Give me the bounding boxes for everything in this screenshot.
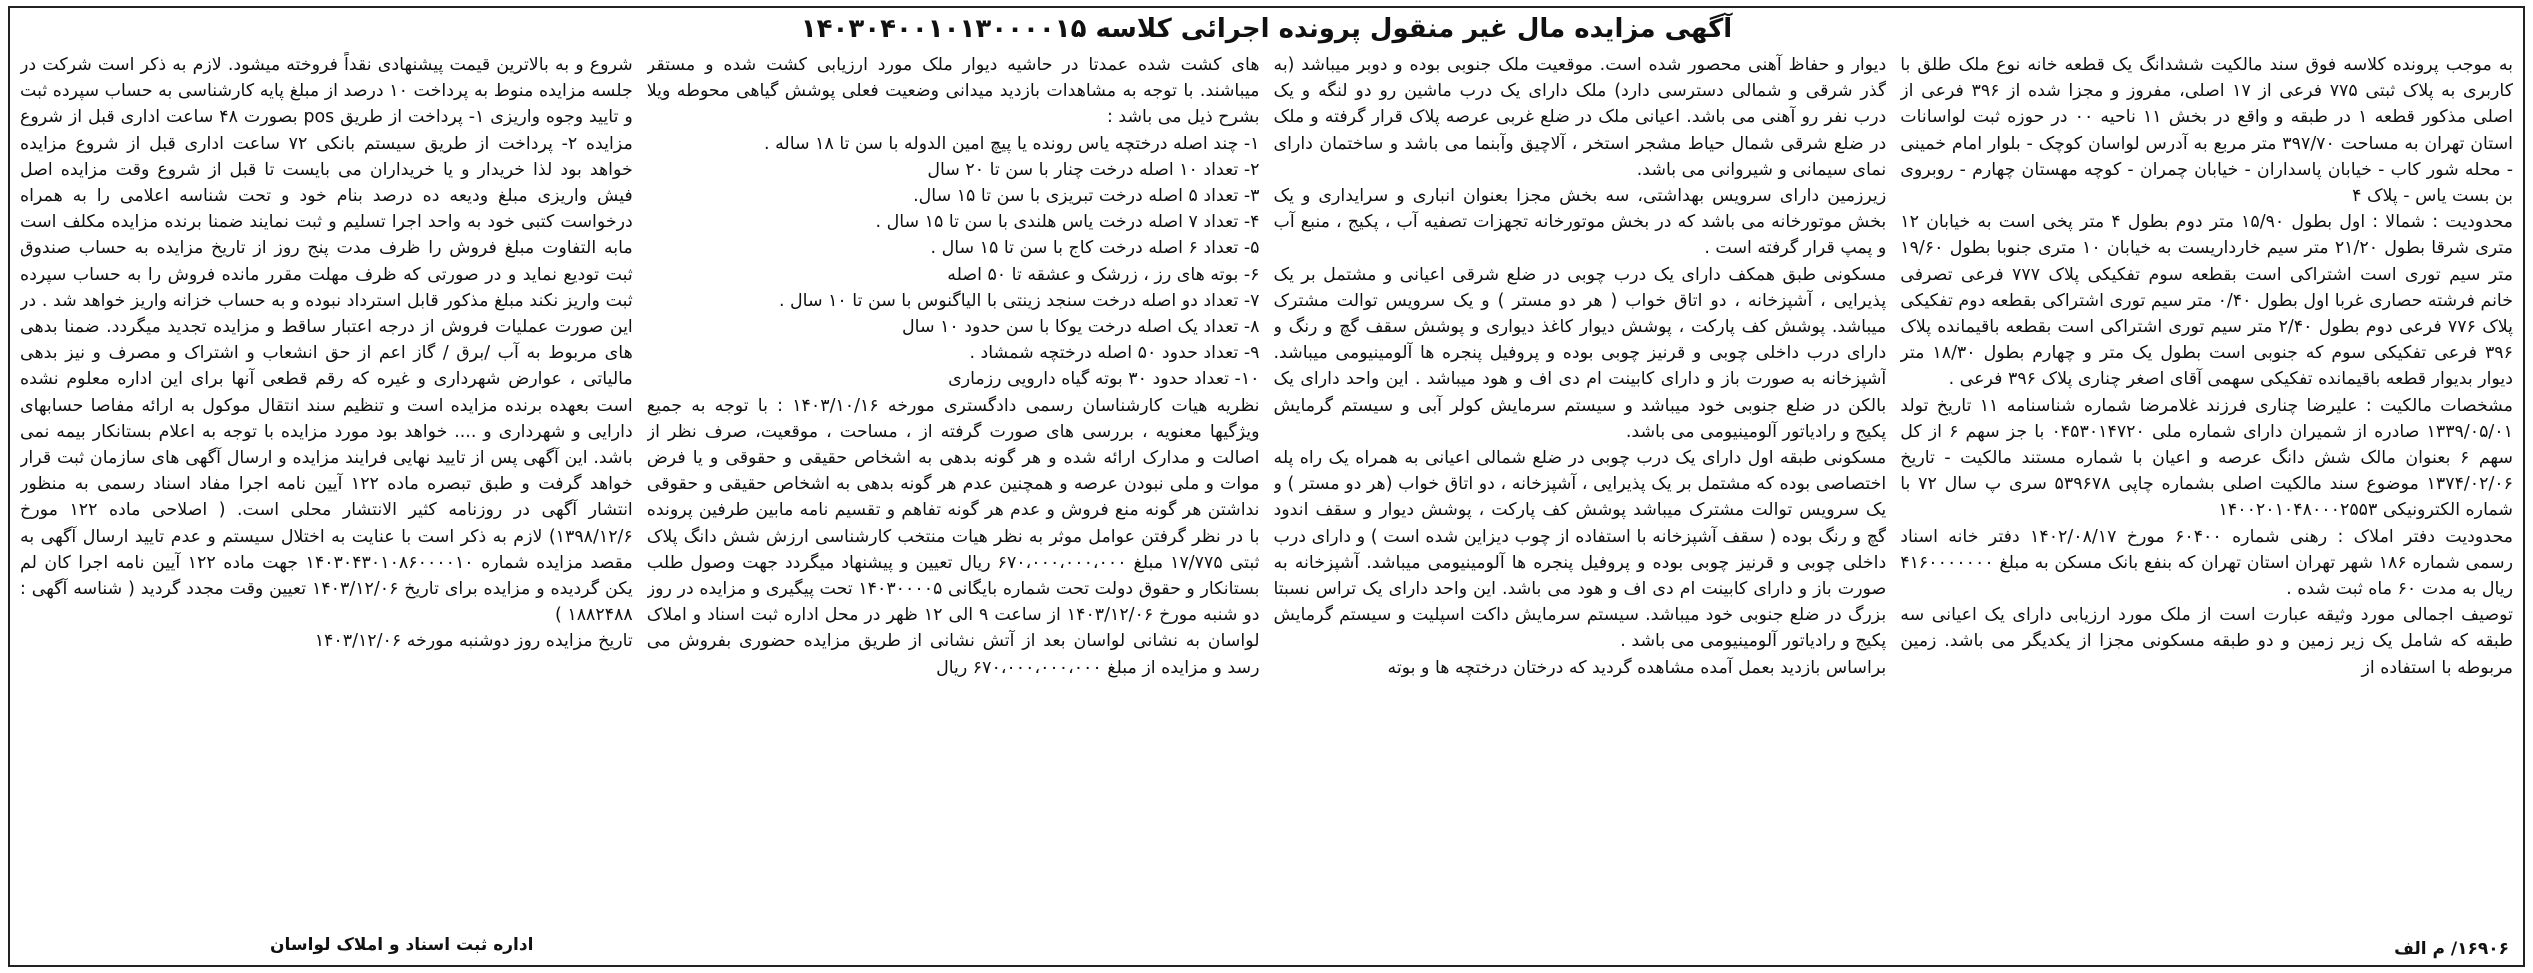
issuing-office: اداره ثبت اسناد و املاک لواسان [270, 935, 534, 955]
notice-column-4 [20, 52, 633, 935]
paragraph: دیوار و حفاظ آهنی محصور شده است. موقعیت ملک جنوبی بوده و دوبر میباشد (به گذر شرقی و شمالی دسترسی دارد) ملک دارای یک درب ماشین رو دو لنگه و یک درب نفر رو آهنی می باشد. اعیانی ملک در ضلع غربی عرصه پلاک قرار گرفته و ملک در ضلع شرقی شمال حیاط مشجر استخر ، آلاچیق وآبنما می باشد و ساختمان دارای نمای سیمانی و شیروانی می باشد. [1273, 55, 1887, 180]
paragraph: های کشت شده عمدتا در حاشیه دیوار ملک مورد ارزیابی کشت شده و مستقر میباشند. با توجه به مشاهدات بازدید میدانی وضعیت فعلی پوشش گیاهی محوطه ویلا بشرح ذیل می باشد : [646, 55, 1260, 128]
auction-notice [8, 6, 2525, 967]
paragraph: محدودیت : شمالا : اول بطول ۱۵/۹۰ متر دوم بطول ۴ متر پخی است به خیابان ۱۲ متری شرقا بطول ۲۱/۲۰ متر سیم خارداریست به خیابان ۱۰ متری جنوبا بطول ۱۹/۶۰ متر سیم توری است اشتراکی است بقطعه سوم تفکیکی پلاک ۷۷۷ فرعی تصرفی خانم فرشته حصاری غربا اول بطول ۰/۴۰ متر سیم توری اشتراکی بقطعه دوم تفکیکی پلاک ۷۷۶ فرعی دوم بطول ۲/۴۰ متر سیم توری اشتراکی است بقطعه باقیمانده پلاک ۳۹۶ فرعی تفکیکی سوم که جنوبی است بطول یک متر و چهارم بطول ۱۸/۳۰ متر دیوار بدیوار قطعه باقیمانده تفکیکی سهمی آقای اصغر چناری پلاک ۳۹۶ فرعی . [1900, 212, 2513, 390]
paragraph: مسکونی طبقه اول دارای یک درب چوبی در ضلع شمالی اعیانی به همراه یک راه پله اختصاصی بوده که مشتمل بر یک پذیرایی ، آشپزخانه ، دو اتاق خواب (هر دو مستر ) و یک سرویس توالت مشترک میباشد پوشش کف پارکت ، پوشش دیوار و سقف اندود گچ و رنگ بوده ( سقف آشپزخانه با استفاده از چوب دیزاین شده است ) و دارای درب داخلی چوبی و قرنیز چوبی بوده و پروفیل پنجره ها آلومینیومی میباشد. آشپزخانه به صورت باز و دارای کابینت ام دی اف و هود می باشد. این واحد دارای یک تراس نسبتا بزرگ در ضلع جنوبی خود میباشد. سیستم سرمایش داکت اسپلیت و سیستم گرمایش پکیج و رادیاتور آلومینیومی می باشد . [1273, 448, 1887, 652]
list-item: ۸- تعداد یک اصله درخت یوکا با سن حدود ۱۰ سال [902, 317, 1260, 338]
list-item: ۱- چند اصله درختچه یاس رونده یا پیچ امین الدوله با سن تا ۱۸ ساله . [764, 133, 1260, 154]
list-item: ۶- بوته های رز ، زرشک و عشقه تا ۵۰ اصله [947, 264, 1260, 285]
list-item: ۴- تعداد ۷ اصله درخت یاس هلندی با سن تا ۱۵ سال . [875, 212, 1260, 233]
notice-column-2 [1274, 52, 1887, 935]
list-item: ۵- تعداد ۶ اصله درخت کاج با سن تا ۱۵ سال . [930, 238, 1260, 259]
paragraph: شروع و به بالاترین قیمت پیشنهادی نقداً فروخته میشود. لازم به ذکر است شرکت در جلسه مزایده منوط به پرداخت ۱۰ درصد از مبلغ پایه کارشناسی به حساب سپرده ثبت و تایید وجوه واریزی ۱- پرداخت از طریق pos بصورت ۴۸ ساعت اداری قبل از شروع مزایده ۲- پرداخت از طریق سیستم بانکی ۷۲ ساعت اداری قبل از شروع مزایده خواهد بود لذا خریدار و یا خریداران می بایست تا قبل از شروع وقت مزایده اصل فیش واریزی مبلغ ودیعه ده درصد بنام خود و تحت شناسه اعلامی را به همراه درخواست کتبی خود به واحد اجرا تسلیم و ثبت نمایند ضمنا برنده مزایده مکلف است مابه التفاوت مبلغ فروش را ظرف مدت پنج روز از تاریخ مزایده به حساب صندوق ثبت تودیع نماید و در صورتی که ظرف مهلت مقرر مانده فروش را به حساب سپرده ثبت واریز نکند مبلغ مذکور قابل استرداد نبوده و به حساب خزانه واریز خواهد شد . در این صورت عملیات فروش از درجه اعتبار ساقط و مزایده تجدید میگردد. ضمنا بدهی های مربوط به آب /برق / گاز اعم از حق انشعاب و اشتراک و مصرف و نیز بدهی مالیاتی ، عوارض شهرداری و غیره که رقم قطعی آنها برای این اداره معلوم نشده است بعهده برنده مزایده است و تنظیم سند انتقال موکول به ارائه مفاصا حسابهای دارایی و شهرداری و .... خواهد بود مورد مزایده با توجه به اعلام بستانکار بیمه نمی باشد. این آگهی پس از تایید نهایی فرایند مزایده و ارسال آگهی های سازمان ثبت قرار خواهد گرفت و طبق تبصره ماده ۱۲۲ آیین نامه اجرا مفاد اسناد رسمی به منظور انتشار آگهی در روزنامه کثیر الانتشار محلی است. ( اصلاحی ماده ۱۲۲ مورخ ۱۳۹۸/۱۲/۶) لازم به ذکر است با عنایت به اختلال سیستم و عدم تایید ارسال آگهی به مقصد مزایده شماره ۱۴۰۳۰۴۳۰۱۰۸۶۰۰۰۰۱۰ جهت ماده ۱۲۲ آیین نامه اجرا کان لم یکن گردیده و مزایده برای تاریخ ۱۴۰۳/۱۲/۰۶ تعیین وقت مجدد گردید ( شناسه آگهی : ۱۸۸۲۴۸۸ ) [20, 55, 633, 626]
list-item: ۲- تعداد ۱۰ اصله درخت چنار با سن تا ۲۰ سال [927, 159, 1260, 180]
paragraph: براساس بازدید بعمل آمده مشاهده گردید که درختان درختچه ها و بوته [1387, 657, 1887, 678]
notice-column-1 [1900, 52, 2513, 935]
notice-columns [20, 52, 2513, 935]
paragraph: مسکونی طبق همکف دارای یک درب چوبی در ضلع شرقی اعیانی و مشتمل بر یک پذیرایی ، آشپزخانه ، دو اتاق خواب ( هر دو مستر ) و یک سرویس توالت مشترک میباشد. پوشش کف پارکت ، پوشش دیوار کاغذ دیواری و پوشش سقف گچ و رنگ و دارای درب داخلی چوبی و قرنیز چوبی بوده و پروفیل پنجره ها آلومینیومی میباشد. آشپزخانه به صورت باز و دارای کابینت ام دی اف و هود میباشد . این واحد دارای یک بالکن در ضلع جنوبی خود میباشد و سیستم سرمایش کولر آبی و سیستم گرمایش پکیج و رادیاتور آلومینیومی می باشد. [1273, 264, 1887, 442]
paragraph: محدودیت دفتر املاک : رهنی شماره ۶۰۴۰۰ مورخ ۱۴۰۲/۰۸/۱۷ دفتر خانه اسناد رسمی شماره ۱۸۶ شهر تهران استان تهران که بنفع بانک مسکن به مبلغ ۴۱۶۰۰۰۰۰۰۰ ریال به مدت ۶۰ ماه ثبت شده . [1900, 526, 2513, 600]
paragraph: به موجب پرونده کلاسه فوق سند مالکیت ششدانگ یک قطعه خانه نوع ملک طلق با کاربری به پلاک ثبتی ۷۷۵ فرعی از ۱۷ اصلی، مفروز و مجزا شده از ۳۹۶ فرعی از اصلی مذکور قطعه ۱ در طبقه و واقع در بخش ۱۱ ناحیه ۰۰ در حوزه ثبت لواسانات استان تهران به مساحت ۳۹۷/۷۰ متر مربع به آدرس لواسان کوچک - بلوار امام خمینی - محله شور کاب - خیابان پاسداران - خیابان چمران - کوچه مهستان چهارم - روبروی بن بست یاس - پلاک ۴ [1900, 55, 2513, 207]
list-item: ۱۰- تعداد حدود ۳۰ بوته گیاه دارویی رزماری [948, 369, 1260, 390]
notice-title: آگهی مزایده مال غیر منقول پرونده اجرائی کلاسه ۱۴۰۳۰۴۰۰۱۰۱۳۰۰۰۰۱۵ [800, 14, 1733, 44]
list-item: ۹- تعداد حدود ۵۰ اصله درختچه شمشاد . [969, 343, 1260, 364]
auction-date: تاریخ مزایده روز دوشنبه مورخه ۱۴۰۳/۱۲/۰۶ [314, 631, 633, 652]
paragraph: زیرزمین دارای سرویس بهداشتی، سه بخش مجزا بعنوان انباری و سرایداری و یک بخش موتورخانه می باشد که در بخش موتورخانه تجهزات تصفیه آب ، پکیج ، منبع آب و پمپ قرار گرفته است . [1273, 186, 1887, 259]
list-item: ۷- تعداد دو اصله درخت سنجد زینتی با الیاگنوس با سن تا ۱۰ سال . [778, 290, 1260, 311]
notice-column-3 [647, 52, 1260, 935]
paragraph: مشخصات مالکیت : علیرضا چناری فرزند غلامرضا شماره شناسنامه ۱۱ تاریخ تولد ۱۳۳۹/۰۵/۰۱ صادره از شمیران دارای شماره ملی ۰۴۵۳۰۱۴۷۲۰ با جز سهم ۶ از کل سهم ۶ بعنوان مالک شش دانگ عرصه و اعیان با شماره مستند مالکیت - تاریخ ۱۳۷۴/۰۲/۰۶ موضوع سند مالکیت اصلی بشماره چاپی ۵۳۹۶۷۸ سری پ سال ۷۲ با شماره الکترونیکی ۱۴۰۰۲۰۱۰۴۸۰۰۰۲۵۵۳ [1900, 395, 2513, 521]
notice-code: ۱۶۹۰۶/ م الف [2394, 939, 2509, 959]
paragraph: نظریه هیات کارشناسان رسمی دادگستری مورخه ۱۴۰۳/۱۰/۱۶ : با توجه به جمیع ویژگیها معنویه ، بررسی های صورت گرفته از ، مساحت ، موقعیت، صرف نظر از اصالت و مدارک ارائه شده و هر گونه بدهی به اشخاص حقیقی و حقوقی و یا فرض موات و ملی نبودن عرصه و همچنین عدم هر گونه بدهی به اشخاص حقیقی و حقوقی نداشتن هر گونه منع فروش و عدم هر گونه تفاهم و تقسیم نامه مابین طرفین پرونده با در نظر گرفتن عوامل موثر به نظر هیات منتخب کارشناسی ارزش شش دانگ پلاک ثبتی ۱۷/۷۷۵ مبلغ ۶۷۰،۰۰۰،۰۰۰،۰۰۰ ریال تعیین و پیشنهاد میگردد جهت وصول طلب بستانکار و حقوق دولت تحت شماره بایگانی ۱۴۰۳۰۰۰۰۵ تحت پیگیری و مزایده در روز دو شنبه مورخ ۱۴۰۳/۱۲/۰۶ از ساعت ۹ الی ۱۲ ظهر در محل اداره ثبت اسناد و املاک لواسان به نشانی لواسان بعد از آتش نشانی از طریق مزایده حضوری بفروش می رسد و مزایده از مبلغ ۶۷۰،۰۰۰،۰۰۰،۰۰۰ ریال [646, 395, 1260, 678]
list-item: ۳- تعداد ۵ اصله درخت تبریزی با سن تا ۱۵ سال. [913, 186, 1260, 207]
paragraph: توصیف اجمالی مورد وثیقه عبارت است از ملک مورد ارزیابی دارای یک اعیانی سه طبقه که شامل یک زیر زمین و دو طبقه مسکونی مجزا از یکدیگر می باشد. زمین مربوطه با استفاده از [1900, 605, 2513, 678]
